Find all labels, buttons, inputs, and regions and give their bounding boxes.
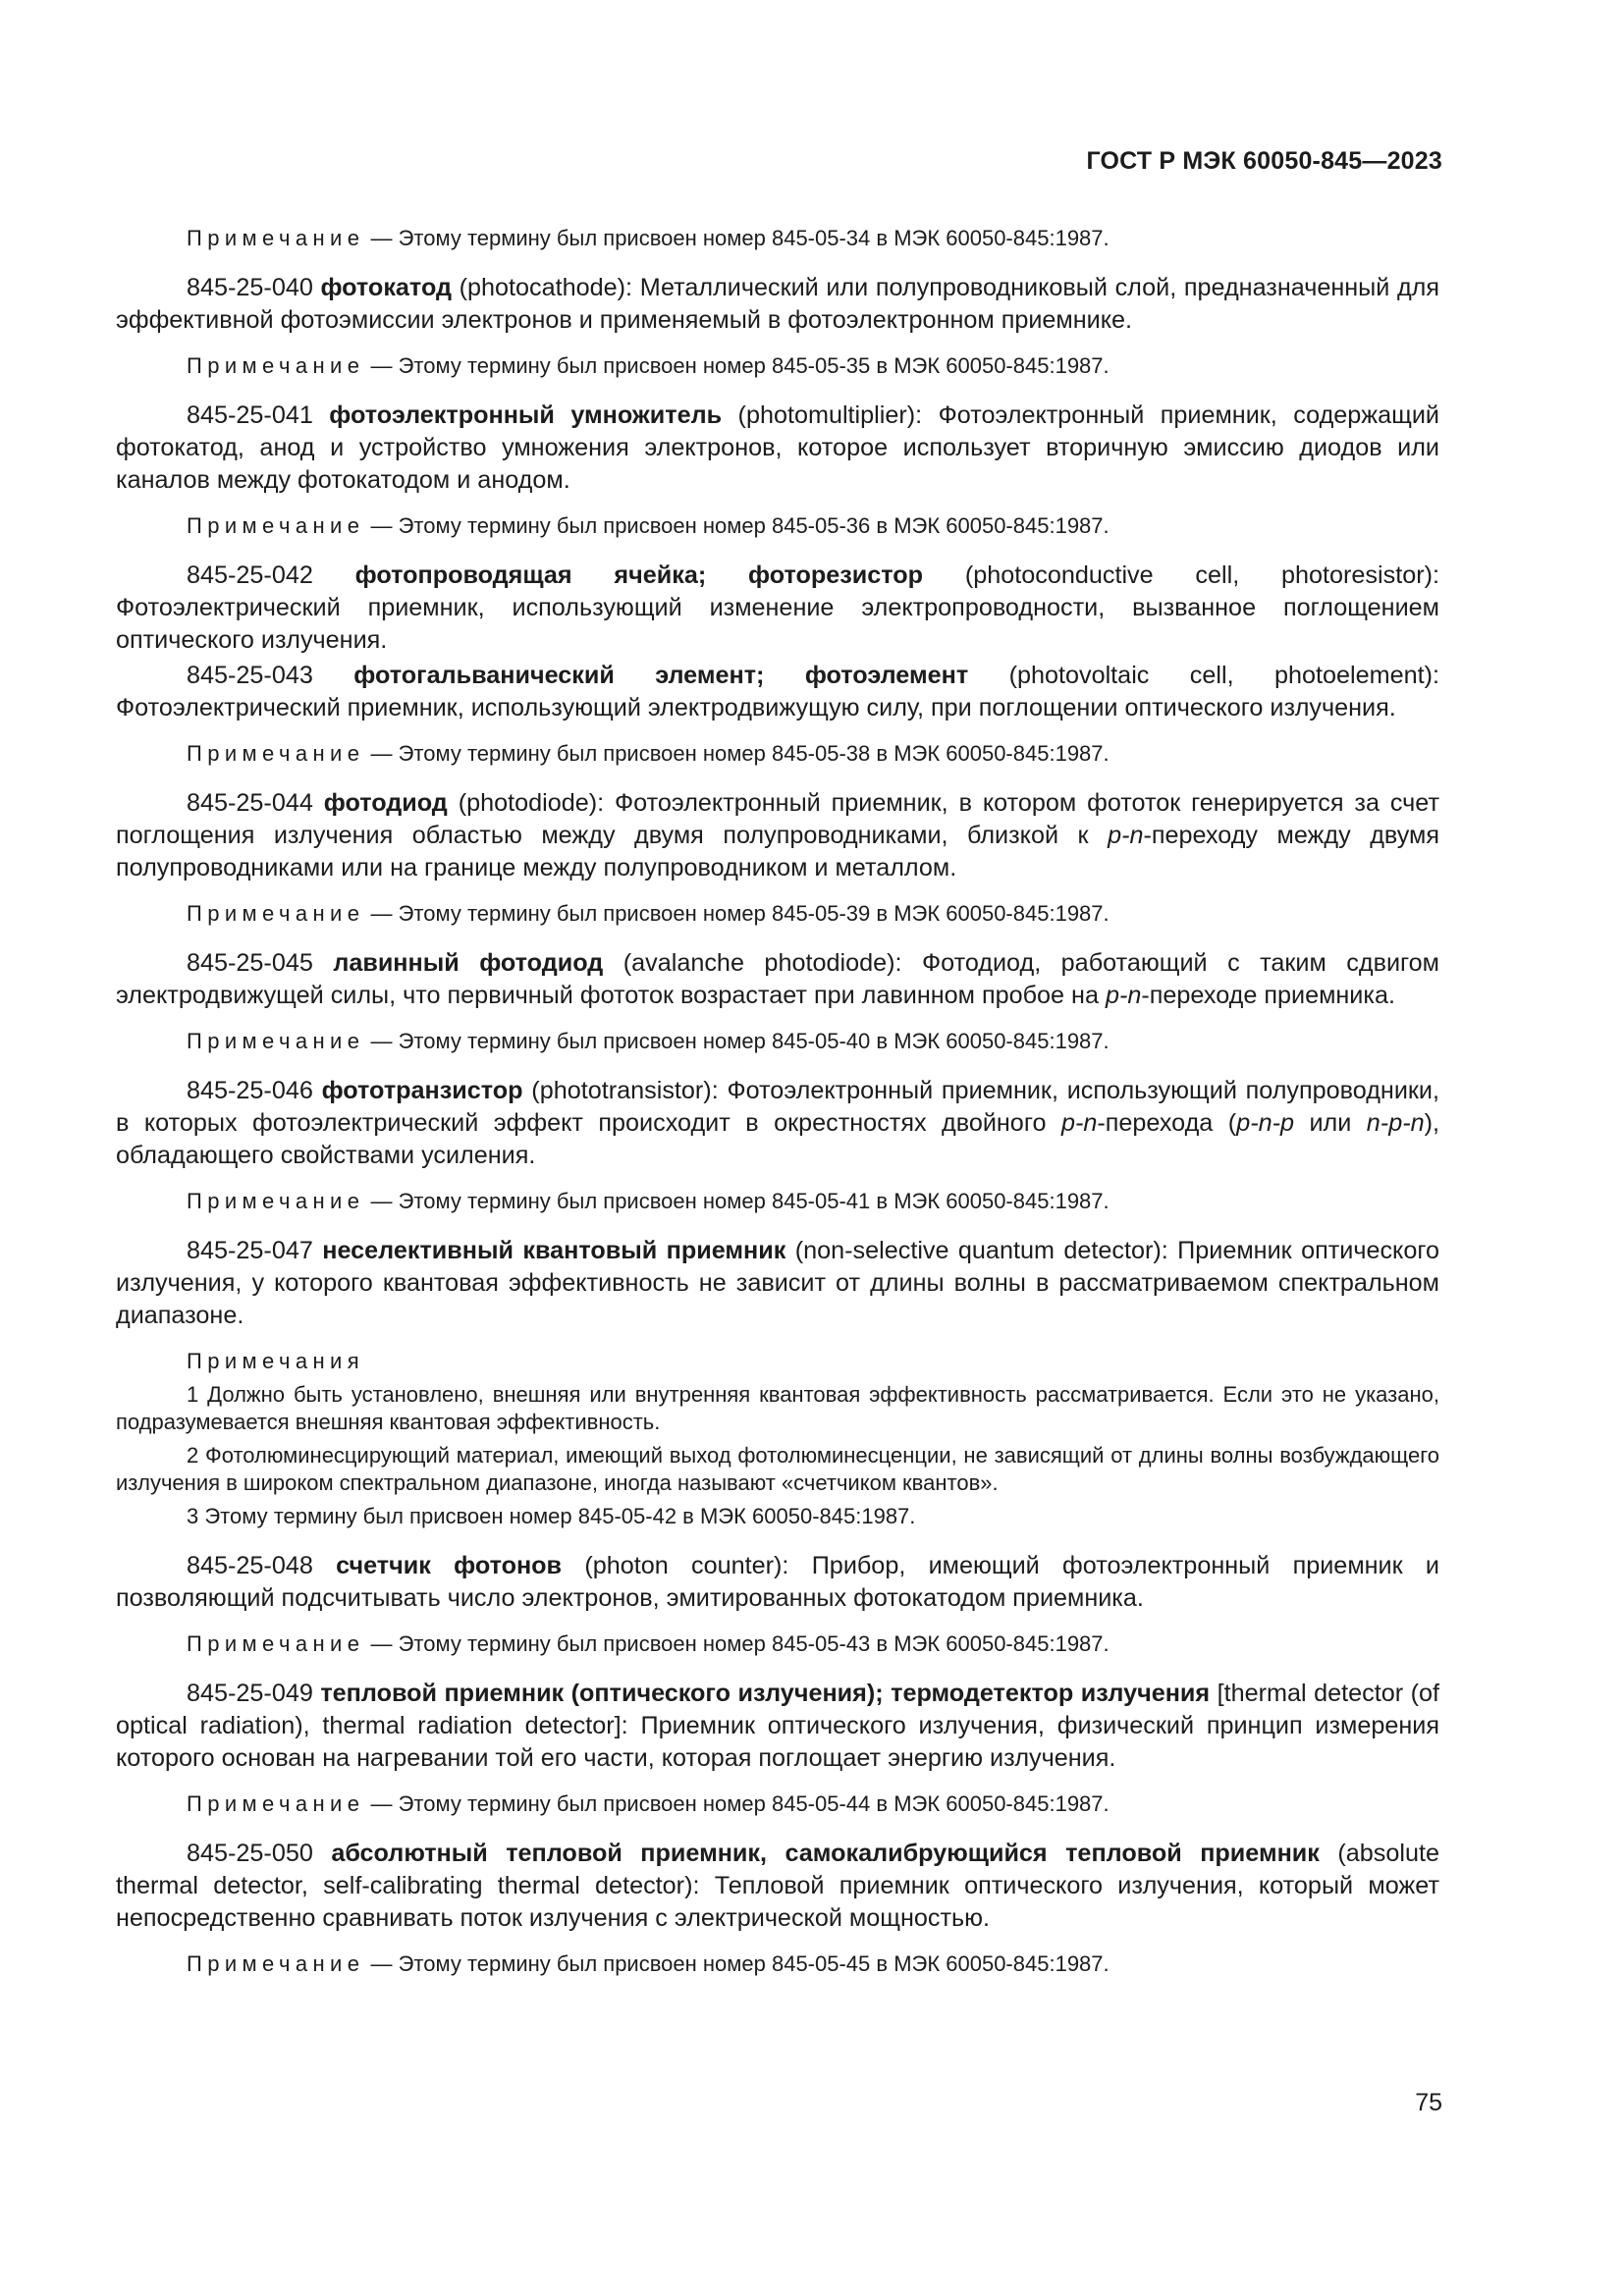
- note-dash: —: [364, 1951, 399, 1976]
- term-entry-041: [116, 400, 1439, 497]
- note-text: Этому термину был присвоен номер 845-05-34 в МЭК 60050-845:1987.: [398, 226, 1110, 250]
- note-text: Этому термину был присвоен номер 845-05-44 в МЭК 60050-845:1987.: [398, 1791, 1110, 1816]
- term-definition-cont: -перехода (: [1097, 1109, 1237, 1137]
- term-definition: Фотоэлектрический приемник, использующий изменение электропроводности, вызванное поглощением оптического излучения.: [116, 594, 1439, 654]
- term-entry-043: [116, 660, 1439, 724]
- term-definition: Фотоэлектронный приемник, содержащий фотокатод, анод и устройство умножения электронов, которое использует вторичную эмиссию диодов или каналов между фотокатодом и анодом.: [116, 401, 1440, 494]
- term-entry-050: [116, 1838, 1439, 1935]
- npn-italic: n-p-n: [1366, 1109, 1425, 1137]
- note-text: Этому термину был присвоен номер 845-05-41 в МЭК 60050-845:1987.: [398, 1189, 1110, 1213]
- term-english: (avalanche photodiode):: [603, 949, 922, 977]
- term-name: фотоэлектронный умножитель: [329, 401, 723, 429]
- page-body: [116, 224, 1439, 1998]
- note-text: Этому термину был присвоен номер 845-05-35 в МЭК 60050-845:1987.: [398, 353, 1110, 378]
- term-number: 845-25-045: [187, 949, 334, 977]
- term-entry-045: [116, 947, 1439, 1012]
- pn-junction-italic: p-n: [1060, 1109, 1098, 1137]
- note-dash: —: [364, 901, 399, 926]
- term-definition: Фотоэлектронный приемник, использующий полупроводники, в которых фотоэлектрический эффект происходит в окрестностях двойного: [116, 1077, 1439, 1137]
- note-text: Этому термину был присвоен номер 845-05-45 в МЭК 60050-845:1987.: [398, 1951, 1110, 1976]
- note-text: Этому термину был присвоен номер 845-05-38 в МЭК 60050-845:1987.: [398, 741, 1110, 766]
- term-number: 845-25-048: [187, 1552, 337, 1579]
- term-name: фотодиод: [323, 789, 448, 817]
- term-name: лавинный фотодиод: [333, 949, 604, 977]
- note-label: Примечание: [187, 741, 365, 766]
- term-english: (phototransistor):: [522, 1077, 728, 1104]
- notes-label: Примечания: [187, 1349, 365, 1373]
- note-845-05-36: [116, 511, 1439, 540]
- term-name: абсолютный тепловой приемник, самокалибрующийся тепловой приемник: [331, 1840, 1320, 1867]
- note-text: Этому термину был присвоен номер 845-05-36 в МЭК 60050-845:1987.: [398, 513, 1110, 538]
- term-name: фотокатод: [320, 274, 452, 301]
- note-dash: —: [364, 1791, 399, 1816]
- term-definition: Приемник оптического излучения, физический принцип измерения которого основан на нагревании той его части, которая поглощает энергию излучения.: [116, 1712, 1439, 1772]
- note-dash: —: [364, 1631, 399, 1656]
- note-text: Этому термину был присвоен номер 845-05-40 в МЭК 60050-845:1987.: [398, 1029, 1110, 1053]
- term-english: (photoconductive cell, photoresistor):: [923, 561, 1439, 589]
- term-entry-040: [116, 272, 1439, 337]
- term-definition: Приемник оптического излучения, у которого квантовая эффективность не зависит от длины волны в рассматриваемом спектральном диапазоне.: [116, 1237, 1439, 1329]
- note-845-05-35: [116, 351, 1439, 380]
- term-entry-049: [116, 1678, 1439, 1775]
- note-dash: —: [364, 1029, 399, 1053]
- term-number: 845-25-050: [187, 1840, 332, 1867]
- term-definition-cont: -переходу между двумя полупроводниками или на границе между полупроводником и металлом.: [116, 822, 1439, 881]
- term-definition: Фотоэлектрический приемник, использующий электродвижущую силу, при поглощении оптического излучения.: [116, 694, 1396, 721]
- term-english: (photon counter):: [562, 1552, 812, 1579]
- term-number: 845-25-049: [187, 1680, 321, 1707]
- term-definition-cont: ), обладающего свойствами усиления.: [116, 1109, 1439, 1169]
- note-845-05-39: [116, 899, 1439, 928]
- note-label: Примечание: [187, 1951, 365, 1976]
- note-dash: —: [364, 1189, 399, 1213]
- standard-header: ГОСТ Р МЭК 60050-845—2023: [1086, 147, 1442, 175]
- note-text: Этому термину был присвоен номер 845-05-43 в МЭК 60050-845:1987.: [398, 1631, 1110, 1656]
- term-name: фотогальванический элемент; фотоэлемент: [353, 662, 969, 689]
- term-number: 845-25-041: [187, 401, 330, 429]
- term-name: фотопроводящая ячейка; фоторезистор: [354, 561, 924, 589]
- note-845-05-38: [116, 739, 1439, 768]
- note-item-3: 3 Этому термину был присвоен номер 845-05-42 в МЭК 60050-845:1987.: [187, 1504, 916, 1528]
- term-definition: Металлический или полупроводниковый слой, предназначенный для эффективной фотоэмиссии электронов и применяемый в фотоэлектронном приемнике.: [116, 274, 1439, 334]
- term-english: (absolute thermal detector, self-calibrating thermal detector):: [116, 1840, 1439, 1899]
- note-845-05-45: [116, 1949, 1439, 1978]
- note-dash: —: [364, 741, 399, 766]
- note-label: Примечание: [187, 1791, 365, 1816]
- note-label: Примечание: [187, 1631, 365, 1656]
- term-definition: Фотодиод, работающий с таким сдвигом электродвижущей силы, что первичный фототок возрастает при лавинном пробое на: [116, 949, 1439, 1009]
- term-english: (photocathode):: [451, 274, 640, 301]
- term-entry-042: [116, 560, 1439, 657]
- term-number: 845-25-040: [187, 274, 321, 301]
- note-845-05-41: [116, 1187, 1439, 1215]
- term-english: (non-selective quantum detector):: [785, 1237, 1178, 1264]
- term-definition: Фотоэлектронный приемник, в котором фототок генерируется за счет поглощения излучения областью между двумя полупроводниками, близкой к: [116, 789, 1439, 849]
- note-845-05-44: [116, 1789, 1439, 1818]
- note-label: Примечание: [187, 901, 365, 926]
- term-english: (photovoltaic cell, photoelement):: [968, 662, 1439, 689]
- note-item-1: 1 Должно быть установлено, внешняя или внутренняя квантовая эффективность рассматривается. Если это не указано, подразумевается внешняя квантовая эффективность.: [116, 1382, 1439, 1434]
- term-english: (photomultiplier):: [722, 401, 939, 429]
- note-label: Примечание: [187, 513, 365, 538]
- term-definition: Тепловой приемник оптического излучения, который может непосредственно сравнивать поток излучения с электрической мощностью.: [116, 1872, 1439, 1932]
- note-dash: —: [364, 513, 399, 538]
- term-definition: Прибор, имеющий фотоэлектронный приемник и позволяющий подсчитывать число электронов, эмитированных фотокатодом приемника.: [116, 1552, 1439, 1612]
- note-845-05-34: [116, 224, 1439, 252]
- term-number: 845-25-047: [187, 1237, 323, 1264]
- term-name: тепловой приемник (оптического излучения); термодетектор излучения: [320, 1680, 1211, 1707]
- note-label: Примечание: [187, 226, 365, 250]
- term-name: фототранзистор: [321, 1077, 523, 1104]
- term-definition-cont: или: [1294, 1109, 1367, 1137]
- note-label: Примечание: [187, 353, 365, 378]
- note-dash: —: [364, 226, 399, 250]
- term-entry-046: [116, 1075, 1439, 1172]
- note-845-05-40: [116, 1027, 1439, 1055]
- note-label: Примечание: [187, 1029, 365, 1053]
- term-name: счетчик фотонов: [336, 1552, 563, 1579]
- pnp-italic: p-n-p: [1236, 1109, 1294, 1137]
- term-english: (photodiode):: [447, 789, 616, 817]
- notes-heading: [116, 1347, 1439, 1375]
- term-definition-cont: -переходе приемника.: [1141, 982, 1395, 1009]
- term-number: 845-25-046: [187, 1077, 322, 1104]
- pn-junction-italic: p-n: [1108, 822, 1144, 849]
- term-english: [thermal detector (of optical radiation), thermal radiation detector]:: [116, 1680, 1439, 1739]
- term-name: неселективный квантовый приемник: [322, 1237, 786, 1264]
- note-845-05-43: [116, 1629, 1439, 1658]
- term-number: 845-25-044: [187, 789, 324, 817]
- term-number: 845-25-042: [187, 561, 355, 589]
- note-dash: —: [364, 353, 399, 378]
- note-label: Примечание: [187, 1189, 365, 1213]
- term-entry-047: [116, 1235, 1439, 1332]
- note-text: Этому термину был присвоен номер 845-05-39 в МЭК 60050-845:1987.: [398, 901, 1110, 926]
- term-entry-048: [116, 1550, 1439, 1615]
- term-number: 845-25-043: [187, 662, 354, 689]
- pn-junction-italic: p-n: [1105, 982, 1142, 1009]
- page-number: 75: [1415, 2089, 1442, 2116]
- note-item-2: 2 Фотолюминесцирующий материал, имеющий выход фотолюминесценции, не зависящий от длины волны возбуждающего излучения в широком спектральном диапазоне, иногда называют «счетчиком квантов».: [116, 1443, 1439, 1495]
- term-entry-044: [116, 787, 1439, 884]
